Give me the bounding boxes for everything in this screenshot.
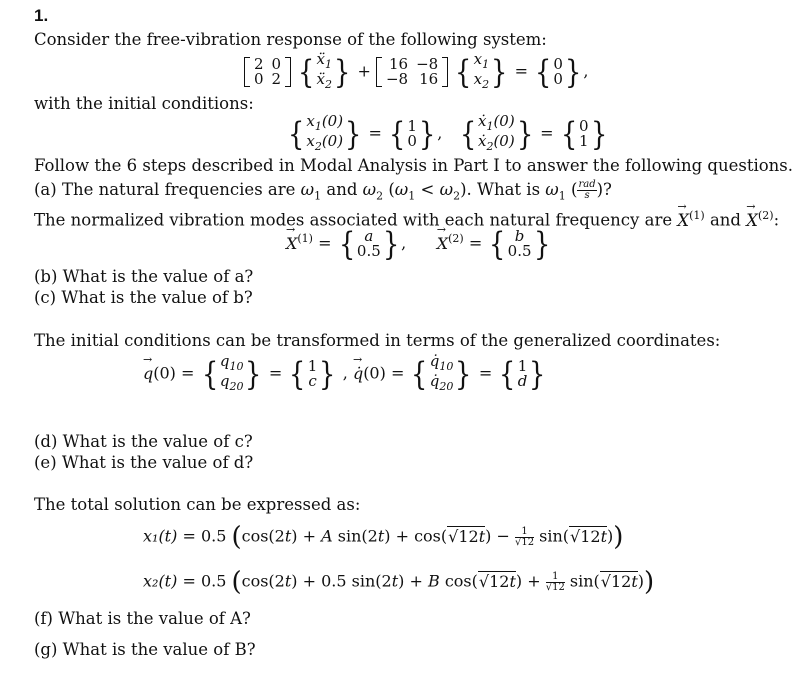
- solution-x2: x₂(t) = 0.5 (cos(2t) + 0.5 sin(2t) + B cos(√12t) + $\frac{1}{√12}$ sin(√12t)): [143, 567, 655, 597]
- follow-text: Follow the 6 steps described in Modal Analysis in Part I to answer the following questions.: [34, 156, 793, 175]
- xdot0-vector: 0 1: [579, 117, 589, 150]
- question-a: (a) The natural frequencies are $\omega_1$ and $\omega_2$ $(\omega_1 < \omega_2)$. What is $\omega_1$ ( $\frac{\text{rad}}{s}$ )?: [34, 179, 612, 203]
- qdot0-vector: 1 d: [517, 357, 528, 390]
- question-c: (c) What is the value of b?: [34, 288, 253, 307]
- disp-vector: $x_1$ $x_2$: [473, 50, 490, 91]
- intro-text: Consider the free-vibration response of the following system:: [34, 30, 547, 49]
- modes-text: The normalized vibration modes associated with each natural frequency are → $X^{(1)}$ and → $X^{(2)}$:: [34, 209, 779, 230]
- equation-of-motion: 2 0 0 2 { ẍ$_1$ ẍ$_2$} + 16 −8 −8 16 { $x_1$ $x_2$} = { 0 0} ,: [244, 52, 588, 92]
- stiffness-matrix: 16 −8 −8 16: [376, 57, 448, 87]
- total-text: The total solution can be expressed as:: [34, 495, 361, 514]
- generalized-coords: → q(0) = { $q_{10}$ $q_{20}$} = { 1 c} , → q̇(0) = { $q̇_{10}$ $q̇_{20}$} = { 1 d}: [143, 354, 548, 394]
- q0-vector: 1 c: [307, 357, 318, 390]
- ic-intro: with the initial conditions:: [34, 94, 254, 113]
- question-g: (g) What is the value of B?: [34, 640, 256, 659]
- mode1-vector: a 0.5: [356, 227, 381, 260]
- question-b: (b) What is the value of a?: [34, 267, 254, 286]
- question-e: (e) What is the value of d?: [34, 453, 254, 472]
- solution-x1: x₁(t) = 0.5 (cos(2t) + A sin(2t) + cos(√12t) − $\frac{1}{√12}$ sin(√12t)): [143, 522, 624, 552]
- zero-vector: 0 0: [553, 55, 563, 88]
- mode-vectors: → $X^{(1)}$ = { a 0.5} , → $X^{(2)}$ = { b 0.5}: [286, 228, 552, 260]
- question-f: (f) What is the value of A?: [34, 609, 251, 628]
- accel-vector: ẍ$_1$ ẍ$_2$: [316, 50, 333, 91]
- transform-text: The initial conditions can be transformed in terms of the generalized coordinates:: [34, 331, 721, 350]
- problem-number: 1.: [34, 6, 49, 25]
- initial-conditions: { $x_1(0)$ $x_2(0)$} = { 1 0} , { ẋ$_1$(0) ẋ$_2$(0)} = { 0 1}: [288, 112, 607, 153]
- x0-vector: 1 0: [407, 117, 417, 150]
- mass-matrix: 2 0 0 2: [244, 57, 291, 87]
- mode2-vector: b 0.5: [507, 227, 532, 260]
- question-d: (d) What is the value of c?: [34, 432, 253, 451]
